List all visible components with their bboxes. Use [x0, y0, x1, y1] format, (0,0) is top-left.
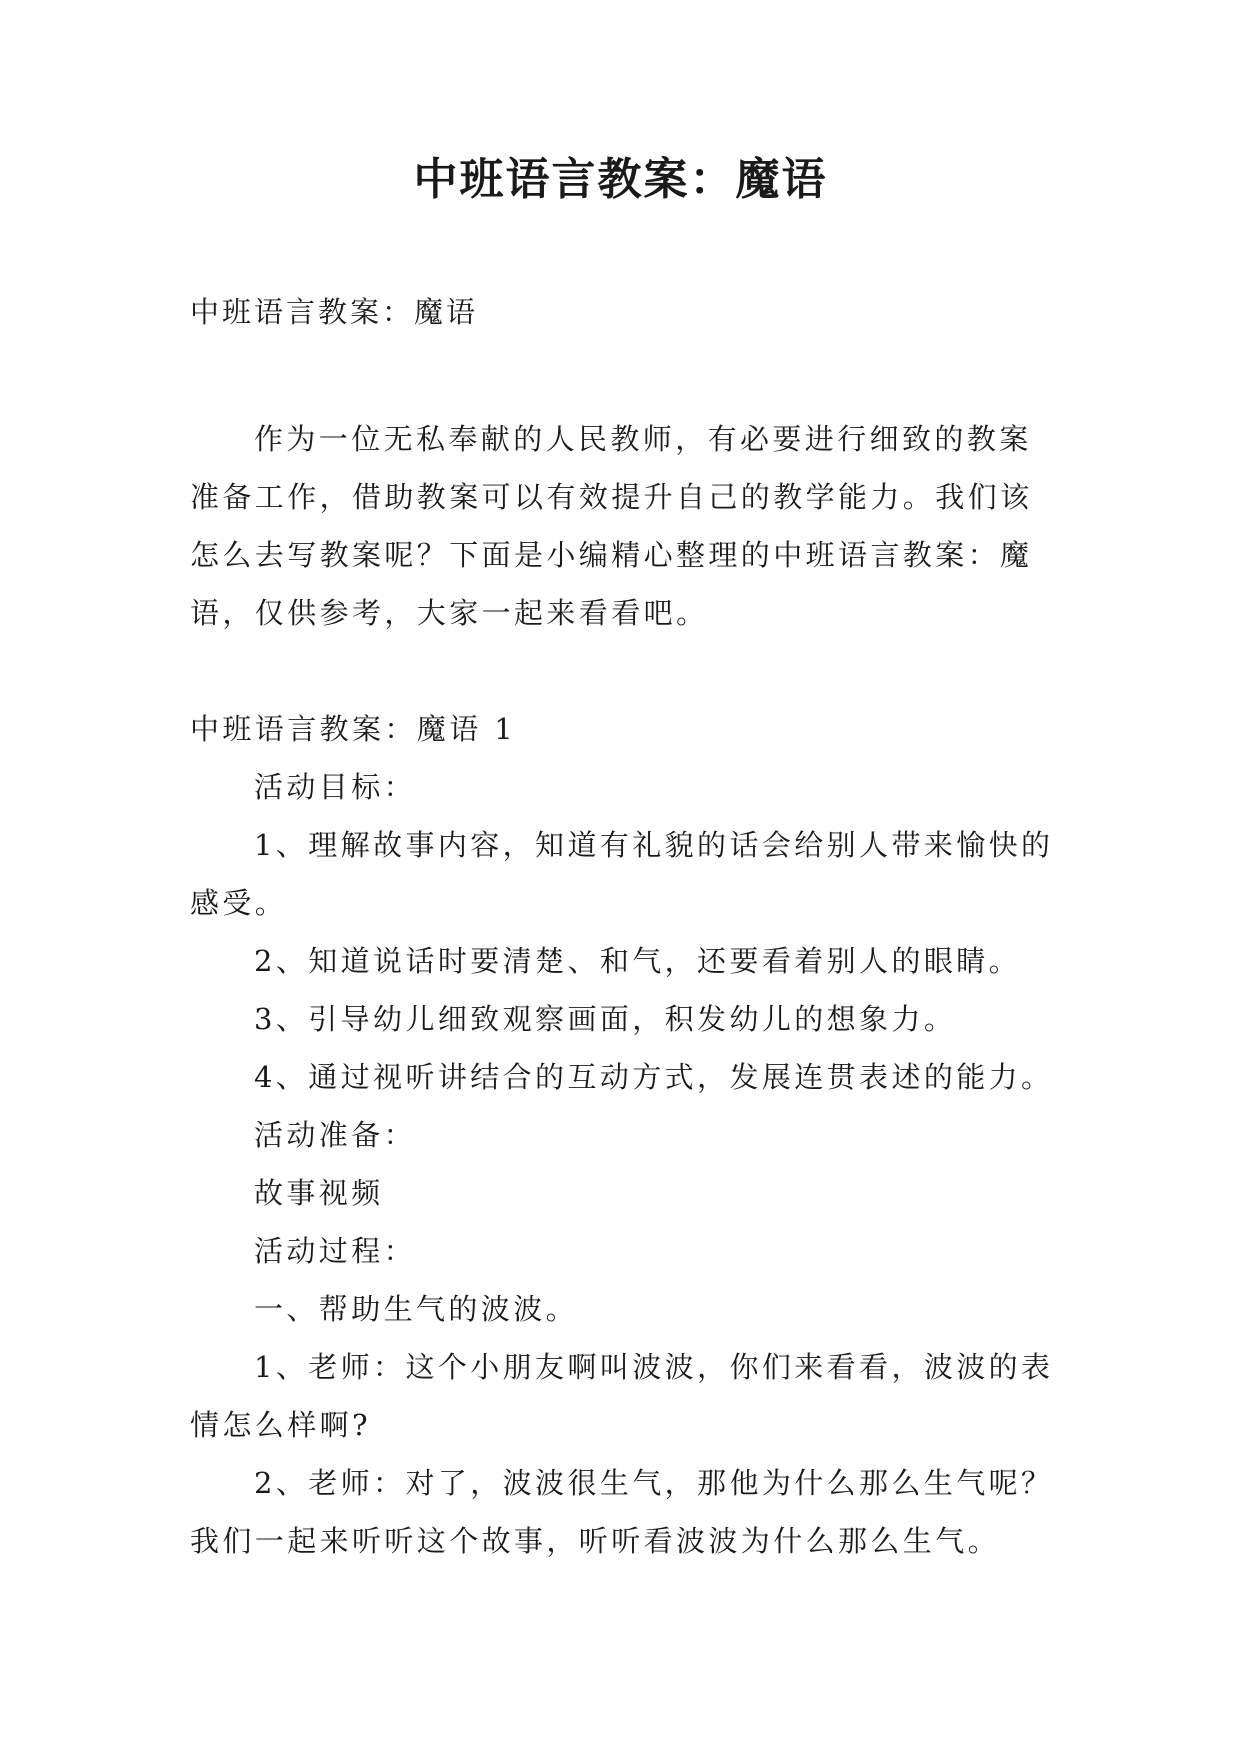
goals-label: 活动目标：	[254, 770, 417, 804]
goal-item-4: 4、通过视听讲结合的互动方式，发展连贯表述的能力。	[254, 1060, 1054, 1094]
process-step-1-question-1: 1、老师：这个小朋友啊叫波波，你们来看看，波波的表情怎么样啊?	[190, 1350, 1054, 1442]
goal-item-3: 3、引导幼儿细致观察画面，积发幼儿的想象力。	[254, 1002, 957, 1036]
process-label: 活动过程：	[254, 1234, 417, 1268]
document-title: 中班语言教案：魔语	[413, 154, 828, 205]
goal-item-1: 1、理解故事内容，知道有礼貌的话会给别人带来愉快的感受。	[190, 828, 1054, 920]
lesson-body	[190, 700, 1070, 1570]
process-step-1: 一、帮助生气的波波。	[254, 1292, 579, 1326]
section-heading: 中班语言教案：魔语 1	[190, 712, 517, 746]
goal-item-2: 2、知道说话时要清楚、和气，还要看着别人的眼睛。	[254, 944, 1022, 978]
prep-label: 活动准备：	[254, 1118, 417, 1152]
process-step-1-question-2: 2、老师：对了，波波很生气，那他为什么那么生气呢？我们一起来听听这个故事，听听看波波为什么那么生气。	[190, 1466, 1054, 1558]
document-subtitle: 中班语言教案：魔语	[190, 295, 479, 329]
prep-item: 故事视频	[254, 1176, 384, 1210]
intro-paragraph: 作为一位无私奉献的人民教师，有必要进行细致的教案准备工作，借助教案可以有效提升自己的教学能力。我们该怎么去写教案呢？下面是小编精心整理的中班语言教案：魔语，仅供参考，大家一起来看看吧。	[190, 422, 1033, 630]
